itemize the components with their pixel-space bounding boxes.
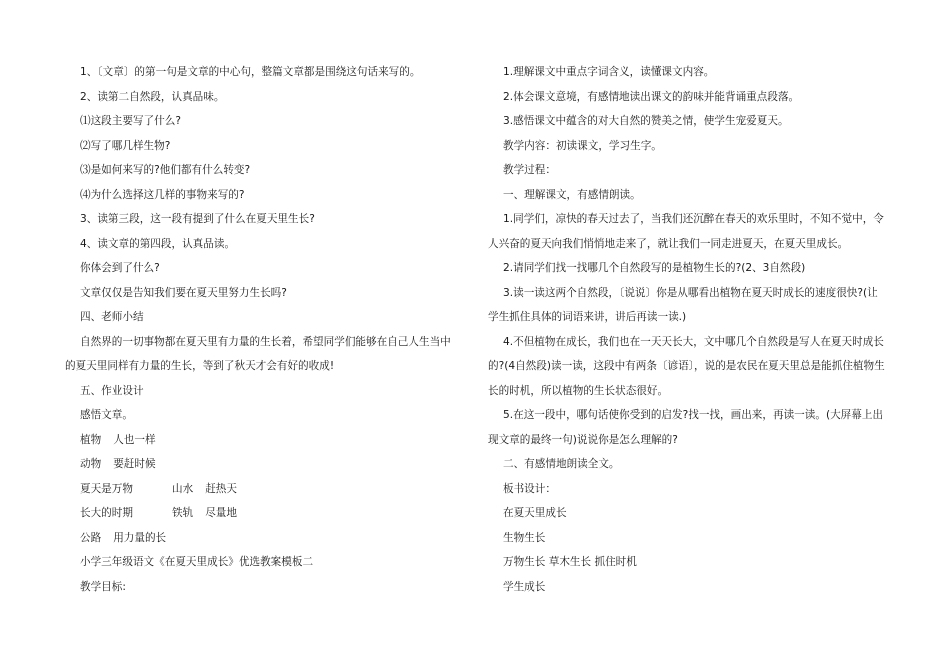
left-column: [65, 60, 455, 599]
board-cell: 用力量的长: [113, 531, 167, 544]
paragraph: 教学目标:: [80, 580, 126, 593]
board-item: 万物生长 草木生长 抓住时机: [503, 556, 637, 568]
paragraph: 1.理解课文中重点字词含义，读懂课文内容。: [503, 66, 715, 78]
paragraph: ⑷为什么选择这几样的事物来写的?: [80, 188, 245, 201]
paragraph: 3、读第三段，这一段有提到了什么在夏天里生长?: [80, 213, 315, 225]
paragraph: 4.不但植物在成长，我们也在一天天长大，文中哪几个自然段是写人在夏天时成长的?(4自然段)读一读，这段中有两条〔谚语〕，说的是农民在夏天里总是能抓住植物生长的时机，所以植物的生长状态很好。: [488, 335, 885, 397]
section-heading: 二、有感情地朗读全文。: [503, 458, 620, 470]
board-cell: 长大的时期: [80, 507, 133, 519]
paragraph: 3.感悟课文中蕴含的对大自然的赞美之情，使学生宠爱夏天。: [503, 115, 789, 127]
board-row: [65, 428, 455, 453]
paragraph: 4、读文章的第四段，认真品读。: [80, 237, 236, 250]
paragraph: 2、读第二自然段，认真品味。: [80, 90, 225, 103]
paragraph: 1、〔文章〕的第一句是文章的中心句，整篇文章都是围绕这句话来写的。: [80, 66, 421, 78]
board-title: 在夏天里成长: [503, 507, 567, 519]
document-title: 小学三年级语文《在夏天里成长》优选教案模板二: [80, 556, 314, 568]
paragraph: ⑵写了哪几样生物?: [80, 139, 171, 152]
board-cell: 山水: [172, 482, 194, 495]
paragraph: 教学过程：: [503, 164, 556, 176]
board-item: 生物生长: [503, 531, 546, 544]
paragraph: ⑶是如何来写的?他们都有什么转变?: [80, 164, 251, 176]
board-cell: 植物: [80, 433, 102, 446]
paragraph: 教学内容：初读课文，学习生字。: [503, 139, 662, 152]
paragraph: 自然界的一切事物都在夏天里有力量的生长着，希望同学们能够在自己人生当中的夏天里同样有力量的生长，等到了秋天才会有好的收成!: [65, 335, 451, 372]
board-item: 学生成长: [503, 580, 546, 593]
board-row: [65, 501, 455, 526]
paragraph: 1.同学们，凉快的春天过去了，当我们还沉醉在春天的欢乐里时，不知不觉中，令人兴奋的夏天向我们悄悄地走来了，就让我们一同走进夏天，在夏天里成长。: [488, 213, 884, 250]
section-heading: 一、理解课文，有感情朗读。: [503, 188, 641, 201]
paragraph: 3.读一读这两个自然段，〔说说〕你是从哪看出植物在夏天时成长的速度很快?(让学生抓住具体的词语来讲，讲后再读一读.): [488, 286, 878, 323]
board-cell: 铁轨: [172, 507, 194, 519]
right-column: [488, 60, 888, 599]
paragraph: 感悟文章。: [80, 409, 133, 421]
board-cell: 公路: [80, 531, 102, 544]
section-heading: 五、作业设计: [80, 384, 144, 397]
paragraph: 你体会到了什么?: [80, 262, 160, 274]
board-cell: 尽量地: [205, 507, 237, 519]
paragraph: 板书设计：: [503, 482, 556, 495]
board-cell: 赶热天: [205, 482, 237, 495]
board-row: [65, 452, 455, 477]
paragraph: ⑴这段主要写了什么?: [80, 115, 181, 127]
board-cell: 要赶时候: [113, 458, 156, 470]
paragraph: 2.请同学们找一找哪几个自然段写的是植物生长的?(2、3自然段): [503, 262, 806, 274]
board-row: [65, 477, 455, 502]
board-cell: 夏天是万物: [80, 482, 133, 495]
board-cell: 人也一样: [113, 433, 156, 446]
board-cell: 动物: [80, 458, 102, 470]
paragraph: 2.体会课文意境，有感情地读出课文的韵味并能背诵重点段落。: [503, 90, 800, 103]
paragraph: 文章仅仅是告知我们要在夏天里努力生长吗?: [80, 286, 287, 299]
paragraph: 5.在这一段中，哪句话使你受到的启发?找一找，画出来，再读一读。(大屏幕上出现文章的最终一句)说说你是怎么理解的?: [488, 409, 884, 446]
section-heading: 四、老师小结: [80, 311, 144, 323]
board-row: [65, 526, 455, 551]
